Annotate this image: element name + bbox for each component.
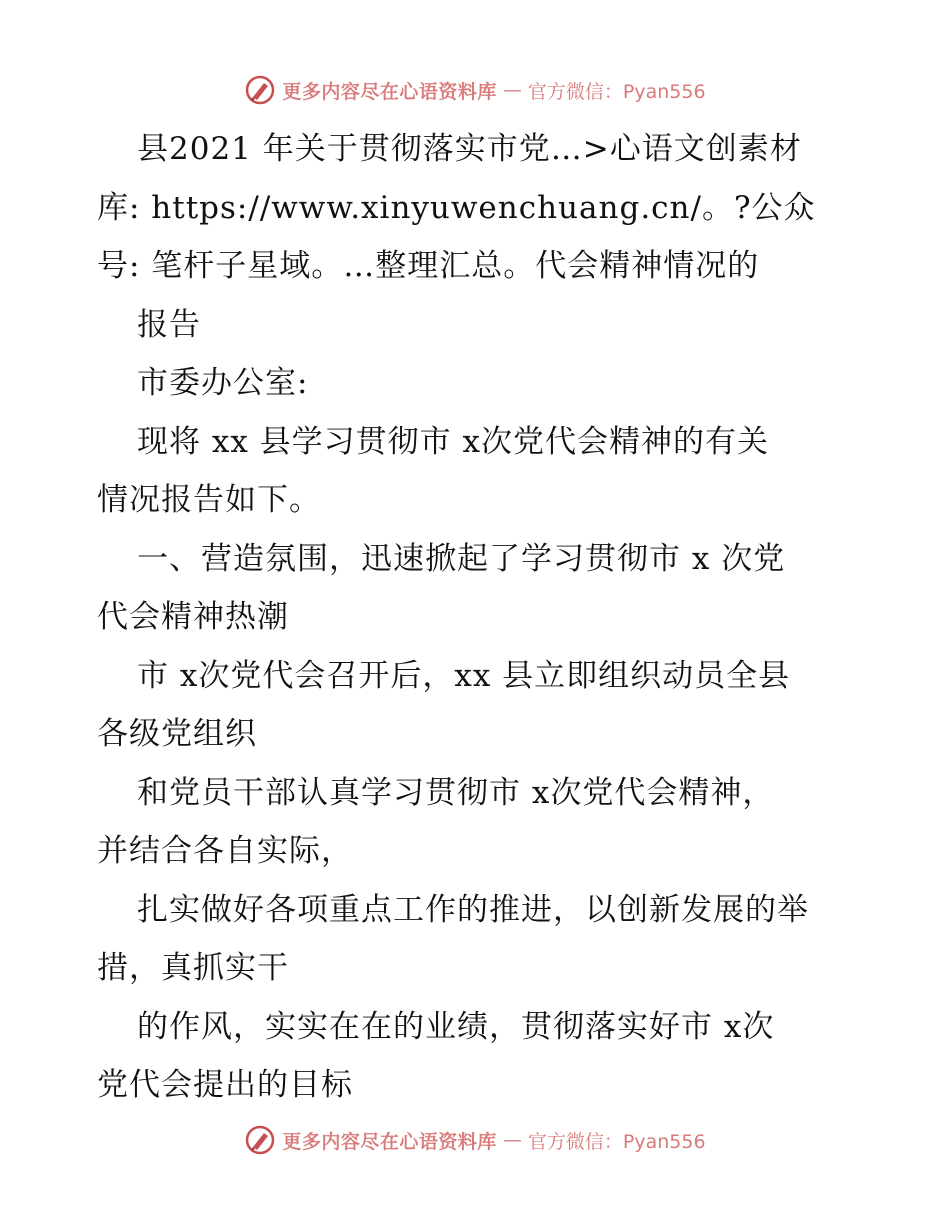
text-line: 的作风，实实在在的业绩，贯彻落实好市 x次 xyxy=(137,1008,775,1045)
text-line: 并结合各自实际， xyxy=(97,833,353,869)
text-line: 各级党组织 xyxy=(97,716,257,752)
header-watermark xyxy=(0,70,950,110)
text-line: 和党员干部认真学习贯彻市 x次党代会精神， xyxy=(137,774,775,811)
watermark-wechat: 官方微信：Pyan556 xyxy=(527,1130,706,1153)
watermark-separator: — xyxy=(502,1129,522,1151)
document-body xyxy=(97,120,867,1115)
watermark-separator: — xyxy=(502,79,522,101)
pen-in-circle-icon xyxy=(244,74,276,106)
text-line: 党代会提出的目标 xyxy=(97,1067,353,1103)
text-line: 号: 笔杆子星域。…整理汇总。代会精神情况的 xyxy=(97,248,760,284)
text-line: 现将 xx 县学习贯彻市 x次党代会精神的有关 xyxy=(137,423,770,460)
pen-in-circle-icon xyxy=(244,1124,276,1156)
text-line: 市 x次党代会召开后，xx 县立即组织动员全县 xyxy=(137,657,791,694)
text-line: 情况报告如下。 xyxy=(97,482,321,518)
watermark-text: 更多内容尽在心语资料库 xyxy=(282,1130,497,1153)
text-line: 库: https://www.xinyuwenchuang.cn/。?公众 xyxy=(97,189,816,226)
watermark-wechat: 官方微信：Pyan556 xyxy=(527,80,706,103)
text-line: 市委办公室: xyxy=(137,365,309,401)
text-line: 措，真抓实干 xyxy=(97,950,289,986)
text-line: 代会精神热潮 xyxy=(97,599,289,635)
text-line: 一、营造氛围，迅速掀起了学习贯彻市 x 次党 xyxy=(137,540,786,577)
text-line: 扎实做好各项重点工作的推进，以创新发展的举 xyxy=(137,891,809,928)
text-line: 报告 xyxy=(137,306,201,343)
watermark-text: 更多内容尽在心语资料库 xyxy=(282,80,497,103)
footer-watermark xyxy=(0,1120,950,1160)
text-line: 县2021 年关于贯彻落实市党…>心语文创素材 xyxy=(137,131,802,167)
